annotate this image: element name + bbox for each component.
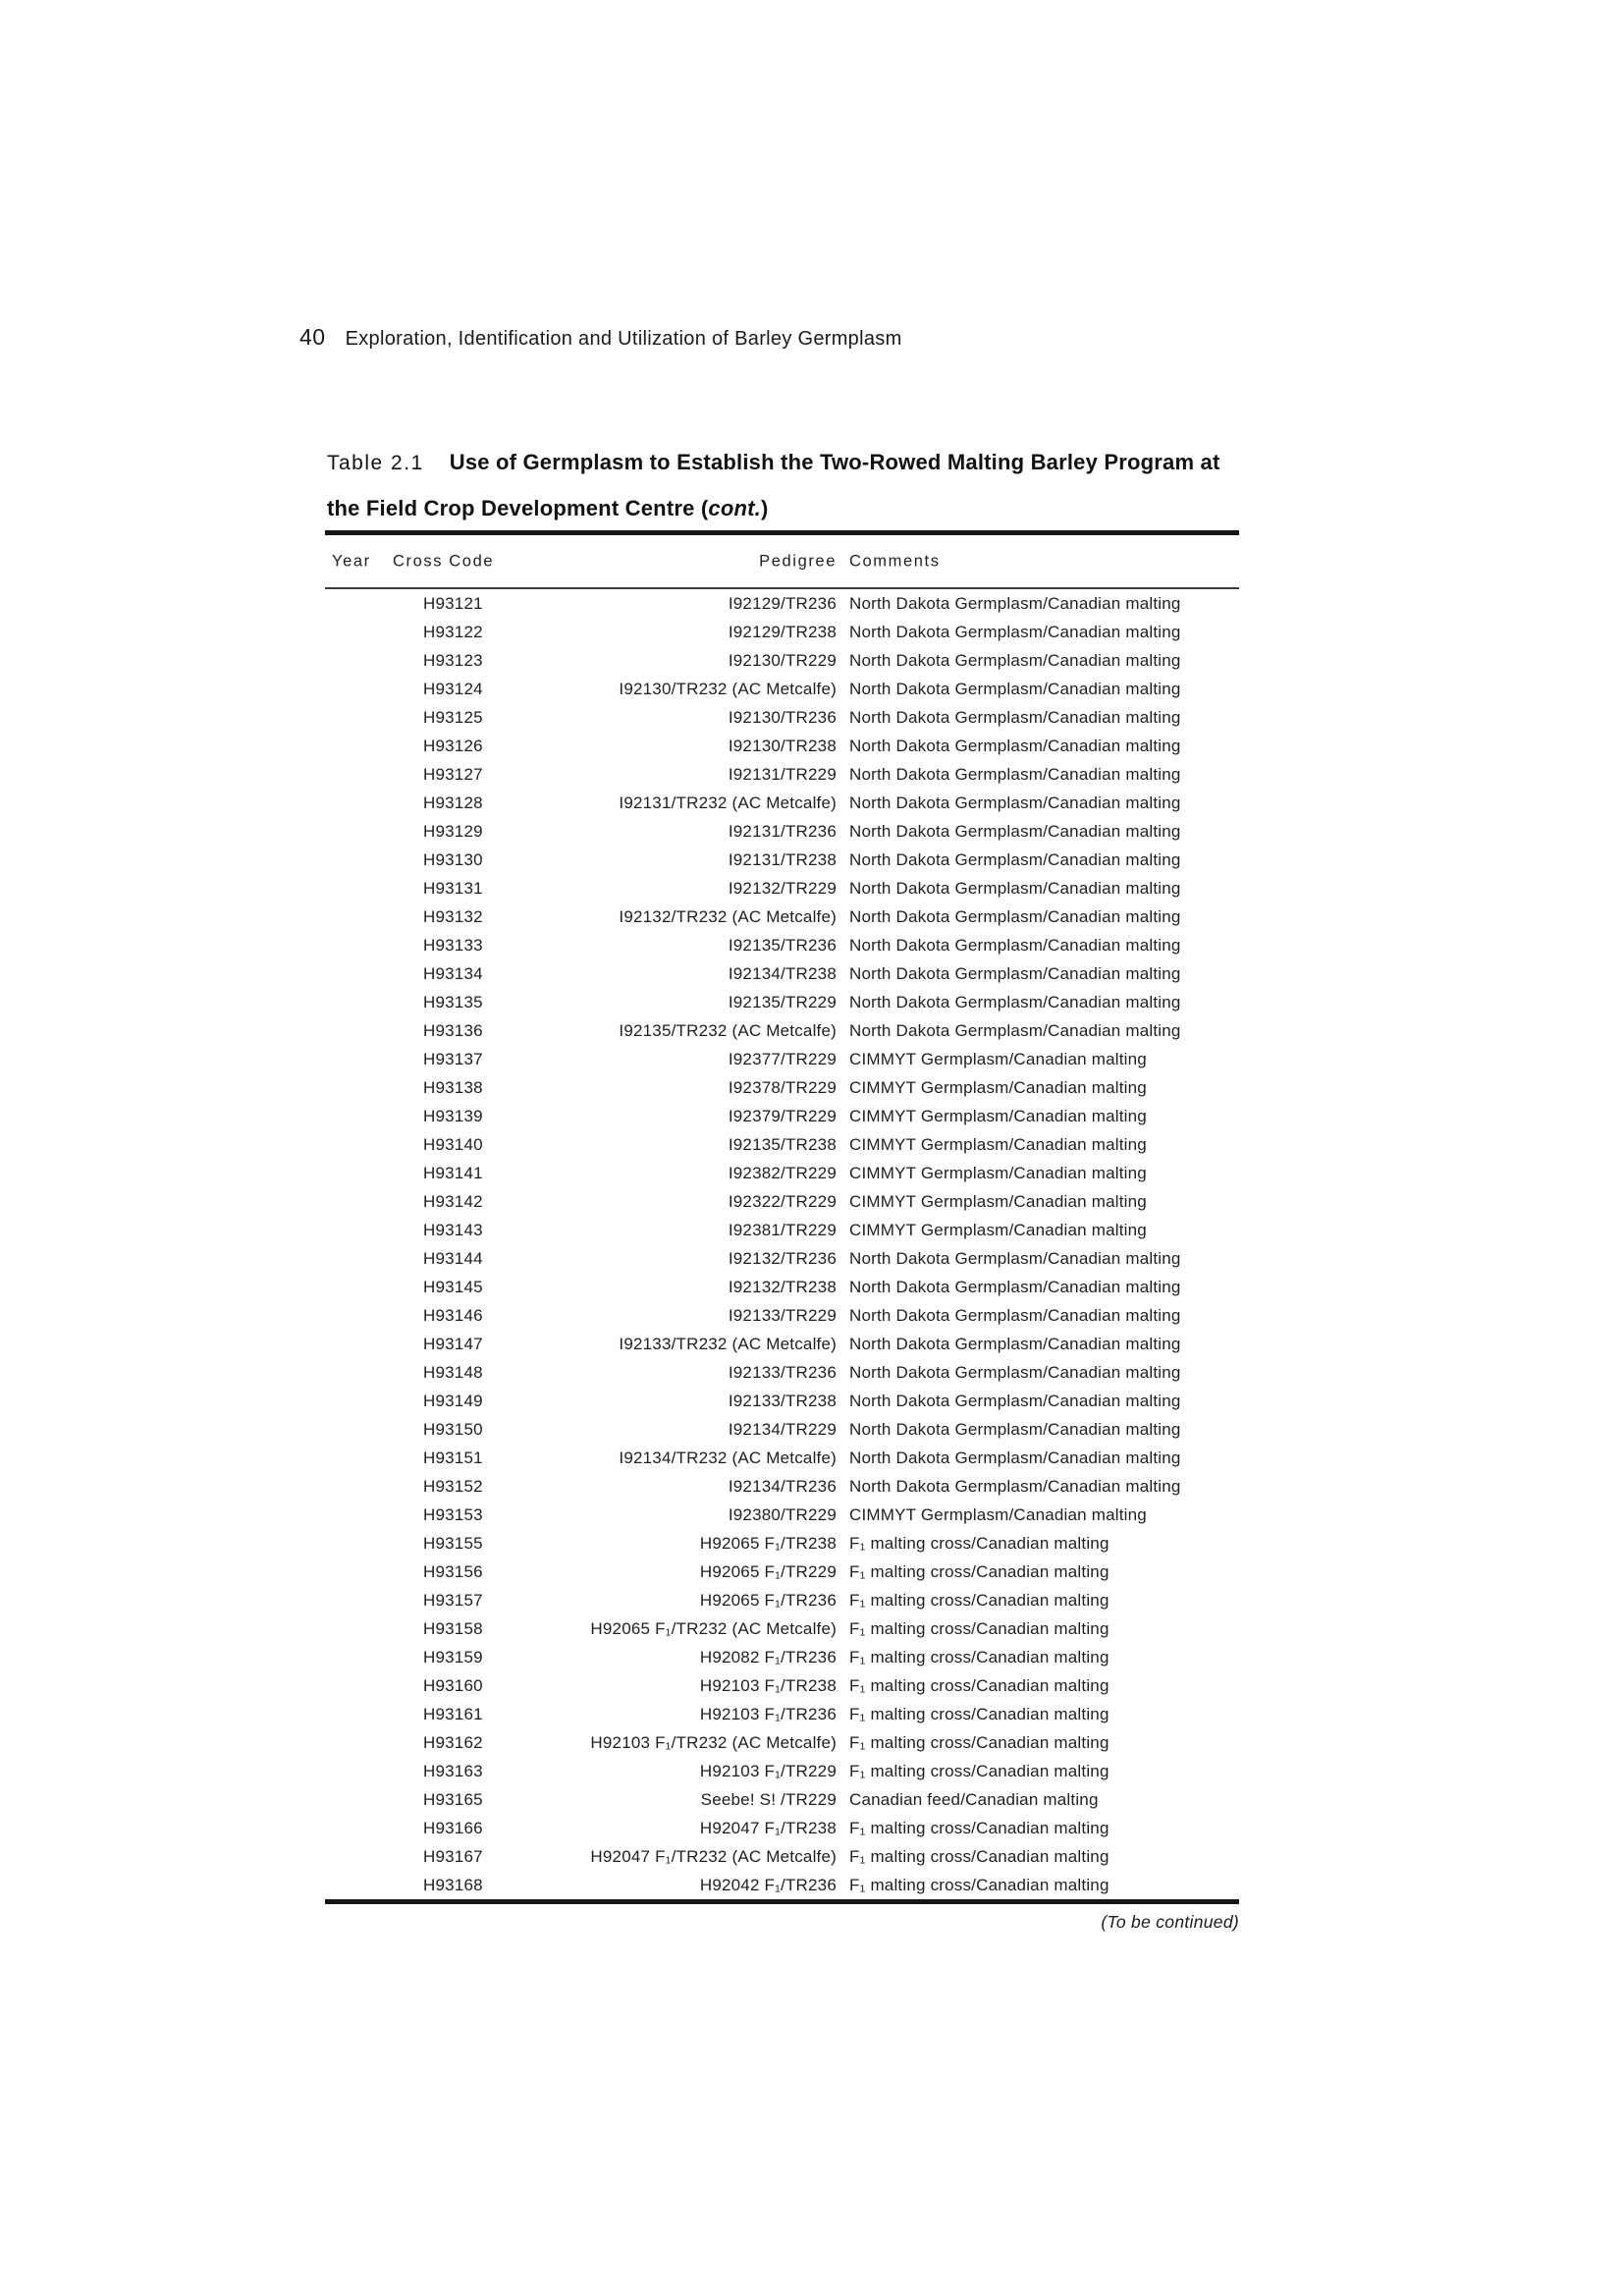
running-header xyxy=(299,324,902,351)
comment-cell: North Dakota Germplasm/Canadian malting xyxy=(849,1362,1181,1382)
cross-code-cell: H93125 xyxy=(423,707,483,727)
table-row xyxy=(325,1358,1239,1387)
cross-code-cell: H93126 xyxy=(423,736,483,755)
table-title-close-paren: ) xyxy=(760,496,769,520)
comment-cell: North Dakota Germplasm/Canadian malting xyxy=(849,821,1181,841)
cross-code-cell: H93139 xyxy=(423,1106,483,1125)
cross-code-cell: H93155 xyxy=(423,1533,483,1553)
comment-cell: F₁ malting cross/Canadian malting xyxy=(849,1704,1109,1723)
table-row xyxy=(325,1073,1239,1102)
table-row xyxy=(325,1700,1239,1728)
cross-code-cell: H93144 xyxy=(423,1248,483,1268)
pedigree-cell: I92381/TR229 xyxy=(728,1220,837,1239)
pedigree-cell: H92103 F₁/TR232 (AC Metcalfe) xyxy=(590,1732,837,1752)
comment-cell: F₁ malting cross/Canadian malting xyxy=(849,1732,1109,1752)
table-row xyxy=(325,1501,1239,1529)
comment-cell: CIMMYT Germplasm/Canadian malting xyxy=(849,1049,1147,1068)
pedigree-cell: I92132/TR238 xyxy=(728,1277,837,1296)
pedigree-cell: I92135/TR238 xyxy=(728,1134,837,1154)
table-row xyxy=(325,931,1239,959)
cross-code-cell: H93152 xyxy=(423,1476,483,1496)
pedigree-cell: I92130/TR238 xyxy=(728,736,837,755)
table-row xyxy=(325,589,1239,618)
table-row xyxy=(325,1102,1239,1130)
pedigree-cell: H92082 F₁/TR236 xyxy=(699,1647,837,1667)
cross-code-cell: H93121 xyxy=(423,593,483,613)
cross-code-cell: H93157 xyxy=(423,1590,483,1610)
table-row xyxy=(325,1785,1239,1814)
pedigree-cell: H92047 F₁/TR238 xyxy=(699,1818,837,1837)
pedigree-cell: I92377/TR229 xyxy=(728,1049,837,1068)
table-row xyxy=(325,988,1239,1016)
pedigree-cell: I92130/TR229 xyxy=(728,650,837,670)
comment-cell: CIMMYT Germplasm/Canadian malting xyxy=(849,1077,1147,1097)
table-title-cont: cont. xyxy=(708,496,761,520)
pedigree-cell: I92130/TR232 (AC Metcalfe) xyxy=(619,679,837,698)
column-header-comments: Comments xyxy=(849,552,941,570)
pedigree-cell: H92103 F₁/TR236 xyxy=(699,1704,837,1723)
pedigree-cell: H92103 F₁/TR238 xyxy=(699,1675,837,1695)
pedigree-cell: I92322/TR229 xyxy=(728,1191,837,1211)
table-row xyxy=(325,1757,1239,1785)
table-bottom-rule xyxy=(325,1899,1239,1904)
pedigree-cell: H92065 F₁/TR229 xyxy=(699,1561,837,1581)
table-label: Table 2.1 xyxy=(327,452,424,474)
comment-cell: North Dakota Germplasm/Canadian malting xyxy=(849,593,1181,613)
table-caption xyxy=(327,441,1240,530)
comment-cell: North Dakota Germplasm/Canadian malting xyxy=(849,707,1181,727)
cross-code-cell: H93138 xyxy=(423,1077,483,1097)
comment-cell: F₁ malting cross/Canadian malting xyxy=(849,1533,1109,1553)
comment-cell: North Dakota Germplasm/Canadian malting xyxy=(849,736,1181,755)
cross-code-cell: H93159 xyxy=(423,1647,483,1667)
comment-cell: North Dakota Germplasm/Canadian malting xyxy=(849,650,1181,670)
pedigree-cell: I92132/TR236 xyxy=(728,1248,837,1268)
comment-cell: North Dakota Germplasm/Canadian malting xyxy=(849,906,1181,926)
table-row xyxy=(325,1842,1239,1871)
table-row xyxy=(325,1529,1239,1558)
table-row xyxy=(325,1273,1239,1301)
pedigree-cell: I92379/TR229 xyxy=(728,1106,837,1125)
table-row xyxy=(325,618,1239,646)
cross-code-cell: H93150 xyxy=(423,1419,483,1439)
pedigree-cell: I92134/TR229 xyxy=(728,1419,837,1439)
table-row xyxy=(325,1244,1239,1273)
pedigree-cell: H92065 F₁/TR232 (AC Metcalfe) xyxy=(590,1618,837,1638)
comment-cell: North Dakota Germplasm/Canadian malting xyxy=(849,849,1181,869)
cross-code-cell: H93131 xyxy=(423,878,483,898)
table-row xyxy=(325,1045,1239,1073)
cross-code-cell: H93168 xyxy=(423,1875,483,1894)
cross-code-cell: H93122 xyxy=(423,622,483,641)
cross-code-cell: H93166 xyxy=(423,1818,483,1837)
table-row xyxy=(325,1871,1239,1899)
comment-cell: F₁ malting cross/Canadian malting xyxy=(849,1761,1109,1780)
comment-cell: North Dakota Germplasm/Canadian malting xyxy=(849,878,1181,898)
table-row xyxy=(325,646,1239,675)
comment-cell: North Dakota Germplasm/Canadian malting xyxy=(849,963,1181,983)
table-row xyxy=(325,760,1239,789)
pedigree-cell: H92047 F₁/TR232 (AC Metcalfe) xyxy=(590,1846,837,1866)
table-row xyxy=(325,1387,1239,1415)
germplasm-table xyxy=(325,530,1239,1904)
table-row xyxy=(325,1444,1239,1472)
cross-code-cell: H93158 xyxy=(423,1618,483,1638)
comment-cell: North Dakota Germplasm/Canadian malting xyxy=(849,992,1181,1011)
cross-code-cell: H93146 xyxy=(423,1305,483,1325)
comment-cell: North Dakota Germplasm/Canadian malting xyxy=(849,679,1181,698)
comment-cell: North Dakota Germplasm/Canadian malting xyxy=(849,1476,1181,1496)
table-row xyxy=(325,1728,1239,1757)
comment-cell: F₁ malting cross/Canadian malting xyxy=(849,1561,1109,1581)
table-row xyxy=(325,1415,1239,1444)
table-row xyxy=(325,732,1239,760)
table-row xyxy=(325,846,1239,874)
comment-cell: CIMMYT Germplasm/Canadian malting xyxy=(849,1504,1147,1524)
pedigree-cell: I92135/TR236 xyxy=(728,935,837,955)
pedigree-cell: I92135/TR232 (AC Metcalfe) xyxy=(619,1020,837,1040)
table-title-text-2: the Field Crop Development Centre ( xyxy=(327,496,709,520)
table-row xyxy=(325,1216,1239,1244)
comment-cell: North Dakota Germplasm/Canadian malting xyxy=(849,935,1181,955)
comment-cell: F₁ malting cross/Canadian malting xyxy=(849,1818,1109,1837)
pedigree-cell: I92134/TR236 xyxy=(728,1476,837,1496)
comment-cell: CIMMYT Germplasm/Canadian malting xyxy=(849,1220,1147,1239)
table-row xyxy=(325,1130,1239,1159)
comment-cell: North Dakota Germplasm/Canadian malting xyxy=(849,1020,1181,1040)
cross-code-cell: H93153 xyxy=(423,1504,483,1524)
column-header-pedigree: Pedigree xyxy=(759,552,837,570)
cross-code-cell: H93127 xyxy=(423,764,483,784)
column-header-year: Year xyxy=(332,552,371,570)
pedigree-cell: I92132/TR232 (AC Metcalfe) xyxy=(619,906,837,926)
pedigree-cell: I92131/TR238 xyxy=(728,849,837,869)
comment-cell: CIMMYT Germplasm/Canadian malting xyxy=(849,1106,1147,1125)
cross-code-cell: H93163 xyxy=(423,1761,483,1780)
comment-cell: North Dakota Germplasm/Canadian malting xyxy=(849,1391,1181,1410)
table-row xyxy=(325,1016,1239,1045)
comment-cell: North Dakota Germplasm/Canadian malting xyxy=(849,1248,1181,1268)
cross-code-cell: H93147 xyxy=(423,1334,483,1353)
comment-cell: Canadian feed/Canadian malting xyxy=(849,1789,1099,1809)
comment-cell: North Dakota Germplasm/Canadian malting xyxy=(849,793,1181,812)
comment-cell: F₁ malting cross/Canadian malting xyxy=(849,1647,1109,1667)
table-row xyxy=(325,902,1239,931)
table-row xyxy=(325,1159,1239,1187)
table-row xyxy=(325,874,1239,902)
pedigree-cell: I92130/TR236 xyxy=(728,707,837,727)
comment-cell: CIMMYT Germplasm/Canadian malting xyxy=(849,1191,1147,1211)
table-row xyxy=(325,959,1239,988)
comment-cell: North Dakota Germplasm/Canadian malting xyxy=(849,1305,1181,1325)
cross-code-cell: H93162 xyxy=(423,1732,483,1752)
pedigree-cell: I92129/TR238 xyxy=(728,622,837,641)
cross-code-cell: H93151 xyxy=(423,1448,483,1467)
comment-cell: F₁ malting cross/Canadian malting xyxy=(849,1675,1109,1695)
table-row xyxy=(325,1301,1239,1330)
table-caption-line2 xyxy=(327,487,1240,530)
table-caption-line1 xyxy=(327,441,1240,487)
table-row xyxy=(325,817,1239,846)
cross-code-cell: H93145 xyxy=(423,1277,483,1296)
cross-code-cell: H93140 xyxy=(423,1134,483,1154)
cross-code-cell: H93137 xyxy=(423,1049,483,1068)
comment-cell: CIMMYT Germplasm/Canadian malting xyxy=(849,1134,1147,1154)
pedigree-cell: I92131/TR229 xyxy=(728,764,837,784)
page-number: 40 xyxy=(299,324,326,350)
comment-cell: North Dakota Germplasm/Canadian malting xyxy=(849,622,1181,641)
pedigree-cell: I92133/TR232 (AC Metcalfe) xyxy=(619,1334,837,1353)
comment-cell: North Dakota Germplasm/Canadian malting xyxy=(849,764,1181,784)
cross-code-cell: H93133 xyxy=(423,935,483,955)
table-row xyxy=(325,1643,1239,1671)
comment-cell: F₁ malting cross/Canadian malting xyxy=(849,1618,1109,1638)
cross-code-cell: H93148 xyxy=(423,1362,483,1382)
cross-code-cell: H93149 xyxy=(423,1391,483,1410)
table-header-row xyxy=(325,535,1239,587)
pedigree-cell: I92134/TR232 (AC Metcalfe) xyxy=(619,1448,837,1467)
cross-code-cell: H93135 xyxy=(423,992,483,1011)
comment-cell: North Dakota Germplasm/Canadian malting xyxy=(849,1334,1181,1353)
cross-code-cell: H93141 xyxy=(423,1163,483,1182)
cross-code-cell: H93143 xyxy=(423,1220,483,1239)
pedigree-cell: I92135/TR229 xyxy=(728,992,837,1011)
pedigree-cell: I92133/TR229 xyxy=(728,1305,837,1325)
cross-code-cell: H93160 xyxy=(423,1675,483,1695)
table-row xyxy=(325,1330,1239,1358)
cross-code-cell: H93165 xyxy=(423,1789,483,1809)
cross-code-cell: H93142 xyxy=(423,1191,483,1211)
comment-cell: F₁ malting cross/Canadian malting xyxy=(849,1590,1109,1610)
cross-code-cell: H93124 xyxy=(423,679,483,698)
comment-cell: North Dakota Germplasm/Canadian malting xyxy=(849,1448,1181,1467)
comment-cell: F₁ malting cross/Canadian malting xyxy=(849,1875,1109,1894)
pedigree-cell: Seebe! S! /TR229 xyxy=(700,1789,837,1809)
cross-code-cell: H93129 xyxy=(423,821,483,841)
pedigree-cell: H92042 F₁/TR236 xyxy=(699,1875,837,1894)
cross-code-cell: H93123 xyxy=(423,650,483,670)
pedigree-cell: H92103 F₁/TR229 xyxy=(699,1761,837,1780)
cross-code-cell: H93161 xyxy=(423,1704,483,1723)
comment-cell: F₁ malting cross/Canadian malting xyxy=(849,1846,1109,1866)
table-row xyxy=(325,1671,1239,1700)
to-be-continued-note: (To be continued) xyxy=(1101,1912,1239,1932)
table-row xyxy=(325,1558,1239,1586)
comment-cell: North Dakota Germplasm/Canadian malting xyxy=(849,1277,1181,1296)
table-row xyxy=(325,1614,1239,1643)
table-row xyxy=(325,1814,1239,1842)
cross-code-cell: H93136 xyxy=(423,1020,483,1040)
pedigree-cell: I92131/TR232 (AC Metcalfe) xyxy=(619,793,837,812)
pedigree-cell: I92380/TR229 xyxy=(728,1504,837,1524)
table-row xyxy=(325,703,1239,732)
cross-code-cell: H93167 xyxy=(423,1846,483,1866)
table-title-text: Use of Germplasm to Establish the Two-Rowed Malting Barley Program at xyxy=(449,450,1220,474)
table-row xyxy=(325,1187,1239,1216)
cross-code-cell: H93134 xyxy=(423,963,483,983)
table-row xyxy=(325,1586,1239,1614)
cross-code-cell: H93132 xyxy=(423,906,483,926)
cross-code-cell: H93156 xyxy=(423,1561,483,1581)
pedigree-cell: I92133/TR238 xyxy=(728,1391,837,1410)
table-body xyxy=(325,589,1239,1899)
cross-code-cell: H93128 xyxy=(423,793,483,812)
comment-cell: North Dakota Germplasm/Canadian malting xyxy=(849,1419,1181,1439)
pedigree-cell: I92378/TR229 xyxy=(728,1077,837,1097)
pedigree-cell: I92134/TR238 xyxy=(728,963,837,983)
pedigree-cell: I92132/TR229 xyxy=(728,878,837,898)
pedigree-cell: H92065 F₁/TR236 xyxy=(699,1590,837,1610)
pedigree-cell: I92131/TR236 xyxy=(728,821,837,841)
pedigree-cell: I92129/TR236 xyxy=(728,593,837,613)
pedigree-cell: I92133/TR236 xyxy=(728,1362,837,1382)
table-row xyxy=(325,675,1239,703)
cross-code-cell: H93130 xyxy=(423,849,483,869)
table-row xyxy=(325,1472,1239,1501)
pedigree-cell: I92382/TR229 xyxy=(728,1163,837,1182)
running-head-text: Exploration, Identification and Utilization of Barley Germplasm xyxy=(345,328,902,350)
comment-cell: CIMMYT Germplasm/Canadian malting xyxy=(849,1163,1147,1182)
pedigree-cell: H92065 F₁/TR238 xyxy=(699,1533,837,1553)
table-row xyxy=(325,789,1239,817)
column-header-cross-code: Cross Code xyxy=(393,552,495,570)
